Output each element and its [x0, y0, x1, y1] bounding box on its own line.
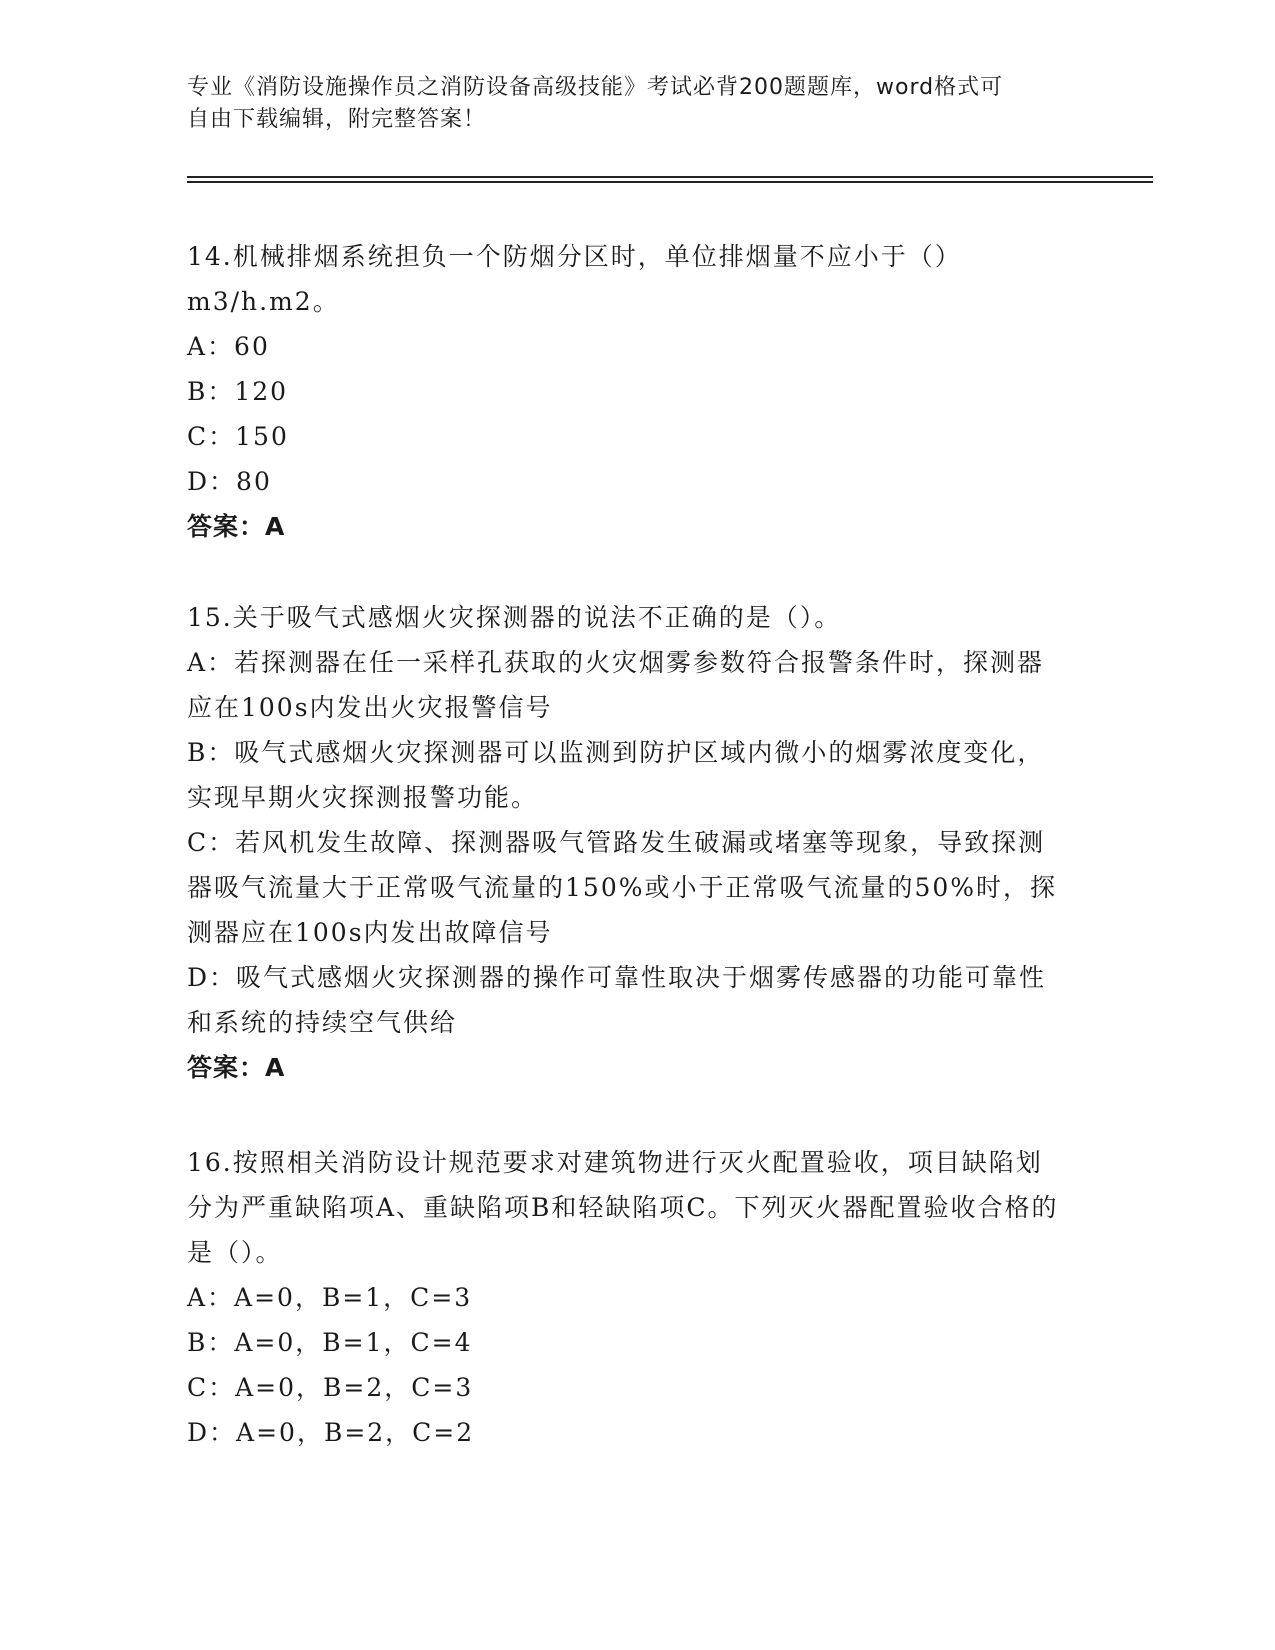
option-a: A：60	[187, 332, 270, 361]
option-d: D：A=0，B=2，C=2	[187, 1418, 475, 1447]
question-stem: 15.关于吸气式感烟火灾探测器的说法不正确的是（）。	[187, 603, 842, 632]
document-header	[187, 72, 1067, 136]
option-c: C：A=0，B=2，C=3	[187, 1373, 474, 1402]
header-line: 自由下载编辑，附完整答案！	[187, 107, 487, 132]
answer-label: 答案：A	[187, 1053, 286, 1082]
option-d: D：80	[187, 467, 272, 496]
question-stem: 14.机械排烟系统担负一个防烟分区时，单位排烟量不应小于（）	[187, 242, 962, 271]
option-c: C：150	[187, 422, 289, 451]
option-a: A：若探测器在任一采样孔获取的火灾烟雾参数符合报警条件时，探测器应在100s内发出火灾报警信号	[187, 648, 1045, 722]
question-15	[187, 595, 1067, 1090]
option-c: C：若风机发生故障、探测器吸气管路发生破漏或堵塞等现象，导致探测器吸气流量大于正常吸气流量的150%或小于正常吸气流量的50%时，探测器应在100s内发出故障信号	[187, 828, 1058, 947]
header-line: 专业《消防设施操作员之消防设备高级技能》考试必背200题题库，word格式可	[187, 75, 1004, 100]
question-stem: m3/h.m2。	[187, 287, 340, 316]
header-divider	[187, 176, 1153, 178]
option-b: B：吸气式感烟火灾探测器可以监测到防护区域内微小的烟雾浓度变化，实现早期火灾探测报警功能。	[187, 738, 1045, 812]
answer-label: 答案：A	[187, 512, 286, 541]
header-divider	[187, 181, 1153, 183]
question-stem: 16.按照相关消防设计规范要求对建筑物进行灭火配置验收，项目缺陷划分为严重缺陷项A、重缺陷项B和轻缺陷项C。下列灭火器配置验收合格的是（）。	[187, 1148, 1059, 1267]
option-b: B：120	[187, 377, 289, 406]
question-14	[187, 234, 1067, 549]
question-16	[187, 1140, 1067, 1455]
option-b: B：A=0，B=1，C=4	[187, 1328, 473, 1357]
option-d: D：吸气式感烟火灾探测器的操作可靠性取决于烟雾传感器的功能可靠性和系统的持续空气供给	[187, 963, 1047, 1037]
option-a: A：A=0，B=1，C=3	[187, 1283, 473, 1312]
